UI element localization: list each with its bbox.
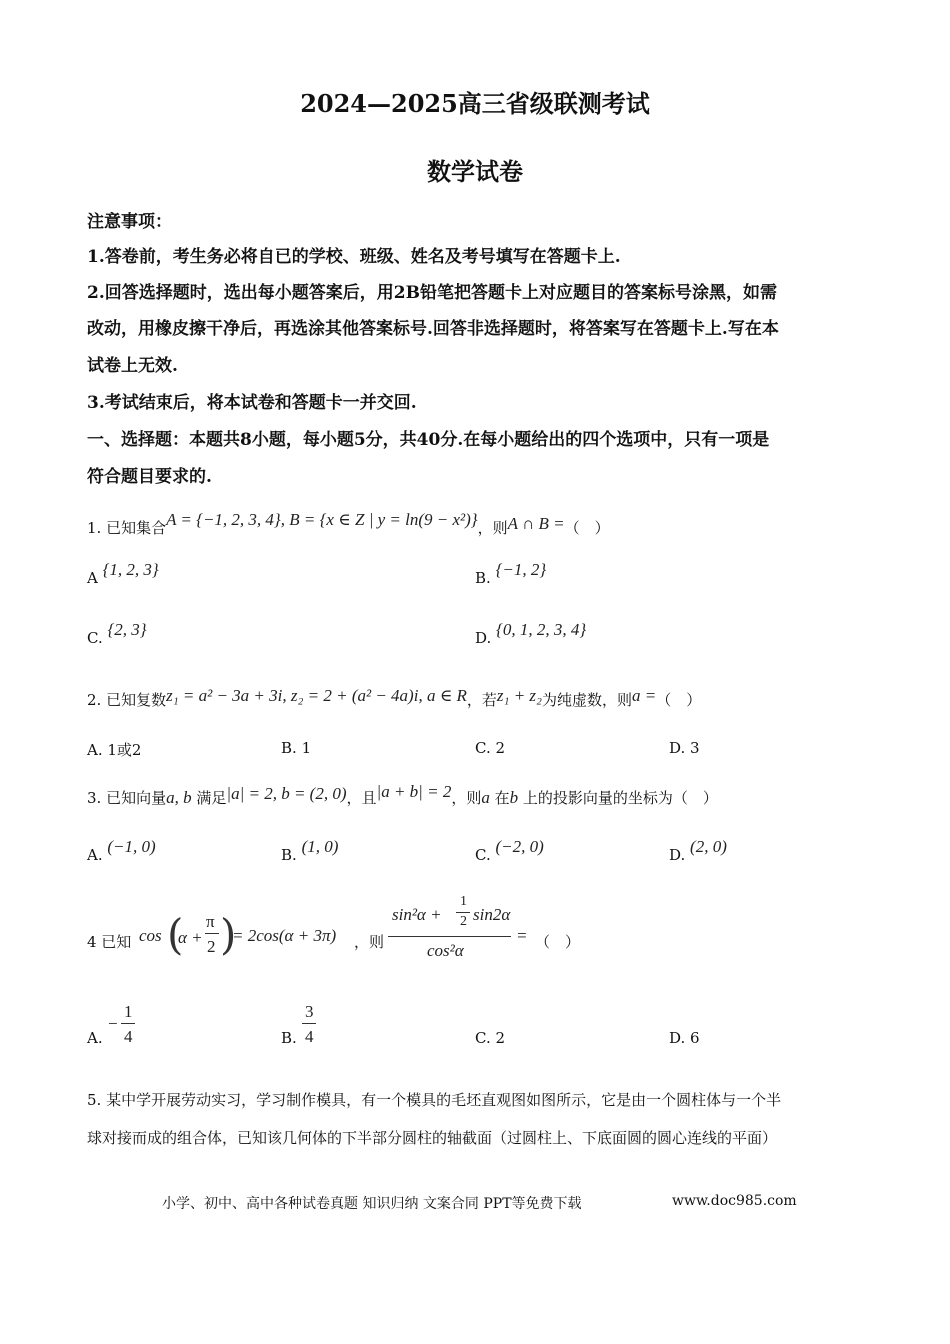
q3-option-c: C. (−2, 0): [475, 837, 544, 864]
q2-complex-formula: z₁ = a² − 3a + 3i, z₂ = 2 + (a² − 4a)i, a ∈ R: [166, 686, 467, 705]
q4-half-line: [456, 912, 470, 913]
question-3: 3. 已知向量a, b 满足|a| = 2, b = (2, 0)，且|a + b| = 2，则a 在b 上的投影向量的坐标为（ ）: [87, 782, 718, 807]
q4-pi: π: [206, 912, 215, 931]
question-5-line-2: 球对接而成的组合体，已知该几何体的下半部分圆柱的轴截面（过圆柱上、下底面圆的圆心连线的平面）: [87, 1129, 778, 1147]
q4-suffix: （ ）: [535, 933, 581, 951]
question-2: 2. 已知复数z₁ = a² − 3a + 3i, z₂ = 2 + (a² − 4a)i, a ∈ R，若z₁ + z₂为纯虚数，则a =（ ）: [87, 686, 702, 709]
q4-main-frac-line: [388, 936, 511, 937]
q4-option-a-frac-line: [121, 1023, 135, 1024]
q2-option-b: B. 1: [281, 739, 312, 757]
q4-option-a-sign: −: [108, 1014, 118, 1033]
q4-option-a-numerator: 1: [124, 1002, 133, 1021]
q3-condition-formula: |a| = 2, b = (2, 0): [226, 784, 347, 803]
section-heading-line-1: 一、选择题：本题共8小题，每小题5分，共40分.在每小题给出的四个选项中，只有一项是: [87, 430, 770, 450]
q2-option-d: D. 3: [669, 739, 700, 757]
note-2-line-3: 试卷上无效.: [87, 356, 178, 376]
q4-option-b-denominator: 4: [305, 1027, 314, 1046]
q4-option-b-numerator: 3: [305, 1002, 314, 1021]
section-heading-line-2: 符合题目要求的.: [87, 467, 212, 487]
q4-half-bottom: 2: [460, 914, 467, 929]
q4-option-a-denominator: 4: [124, 1027, 133, 1046]
q4-equals: =: [516, 926, 528, 945]
q4-denominator: cos²α: [427, 941, 464, 960]
q4-option-b-frac-line: [302, 1023, 316, 1024]
q1-option-c: C. {2, 3}: [87, 620, 147, 647]
q2-option-c: C. 2: [475, 739, 506, 757]
q4-paren-close-icon: ): [220, 910, 237, 959]
q1-option-d: D. {0, 1, 2, 3, 4}: [475, 620, 587, 647]
q4-cos-left: cos: [139, 926, 162, 945]
q4-rhs-formula: = 2cos(α + 3π): [232, 926, 337, 945]
q4-paren-open-icon: (: [167, 910, 184, 959]
notes-heading: 注意事项：: [87, 212, 172, 232]
q1-intersection-formula: A ∩ B =: [507, 514, 565, 533]
question-5-line-1: 5. 某中学开展劳动实习，学习制作模具，有一个模具的毛坯直观图如图所示，它是由一个圆柱体与一个半: [87, 1091, 782, 1109]
q2-sum-formula: z₁ + z₂: [496, 686, 542, 705]
q4-mid: ，则: [354, 933, 385, 951]
question-1: [87, 510, 610, 538]
q4-frac-line: [205, 933, 219, 934]
q1-suffix: （ ）: [564, 519, 610, 537]
note-3: 3.考试结束后，将本试卷和答题卡一并交回.: [87, 393, 417, 413]
q3-option-a: A. (−1, 0): [87, 837, 156, 864]
q4-alpha-plus: α +: [178, 928, 203, 947]
q1-option-b: B. {−1, 2}: [475, 560, 547, 587]
q4-option-c: C. 2: [475, 1029, 506, 1047]
q4-option-b-label: B.: [281, 1029, 297, 1047]
footer-text: 小学、初中、高中各种试卷真题 知识归纳 文案合同 PPT等免费下载: [162, 1196, 582, 1212]
q1-prefix: 1. 已知集合: [87, 519, 167, 537]
note-2-line-1: 2.回答选择题时，选出每小题答案后，用2B铅笔把答题卡上对应题目的答案标号涂黑，如需: [87, 283, 777, 303]
q4-prefix: 4 已知: [87, 933, 132, 951]
q4-numerator-tail: sin2α: [473, 905, 511, 924]
q1-sets-formula: A = {−1, 2, 3, 4}, B = {x ∈ Z | y = ln(9 − x²)}: [166, 510, 478, 529]
exam-title: 2024—2025高三省级联测考试: [300, 89, 650, 118]
footer-link[interactable]: www.doc985.com: [672, 1193, 797, 1209]
q4-option-d: D. 6: [669, 1029, 700, 1047]
note-1: 1.答卷前，考生务必将自已的学校、班级、姓名及考号填写在答题卡上.: [87, 247, 621, 267]
q3-option-d: D. (2, 0): [669, 837, 727, 864]
q2-option-a: A. 1或2: [87, 741, 142, 759]
q1-option-a: A {1, 2, 3}: [87, 560, 159, 587]
q4-half-top: 1: [460, 894, 467, 909]
q3-option-b: B. (1, 0): [281, 837, 339, 864]
q3-sum-norm-formula: |a + b| = 2: [376, 782, 452, 801]
exam-subtitle: 数学试卷: [427, 157, 523, 186]
q1-mid: ，则: [477, 519, 508, 537]
q4-two: 2: [207, 937, 216, 956]
q4-numerator-head: sin²α +: [392, 905, 442, 924]
note-2-line-2: 改动，用橡皮擦干净后，再选涂其他答案标号.回答非选择题时，将答案写在答题卡上.写在本: [87, 319, 779, 339]
q4-option-a-label: A.: [87, 1029, 103, 1047]
